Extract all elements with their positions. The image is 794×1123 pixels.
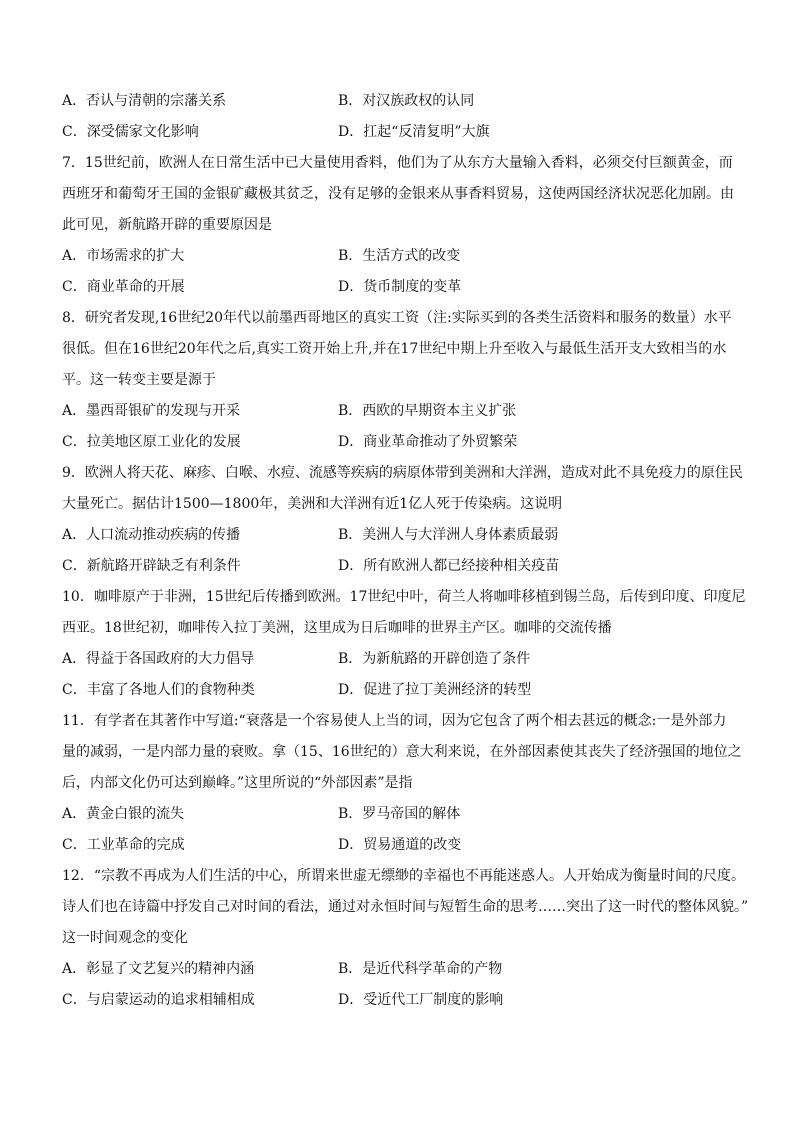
option-d: D．受近代工厂制度的影响: [338, 992, 504, 1008]
question-6-options: [62, 86, 732, 148]
option-a: A．否认与清朝的宗藩关系: [62, 93, 227, 109]
option-b: B．是近代科学革命的产物: [338, 961, 503, 977]
option-row: [62, 799, 732, 830]
option-a: A．人口流动推动疾病的传播: [62, 527, 241, 543]
option-row: [62, 272, 732, 303]
option-a: A．彰显了文艺复兴的精神内涵: [62, 961, 255, 977]
option-a: A．墨西哥银矿的发现与开采: [62, 403, 241, 419]
question-9: [62, 458, 743, 582]
option-b: B．为新航路的开辟创造了条件: [338, 651, 531, 667]
option-row: [62, 644, 732, 675]
option-c: C．深受儒家文化影响: [62, 124, 199, 140]
question-stem-line: 西亚。18世纪初，咖啡传入拉丁美洲，这里成为日后咖啡的世界主产区。咖啡的交流传播: [62, 620, 612, 636]
question-stem-line: 西班牙和葡萄牙王国的金银矿藏极其贫乏，没有足够的金银来从事香料贸易，这使两国经济状况恶化加剧。由: [62, 186, 734, 202]
option-a: A．得益于各国政府的大力倡导: [62, 651, 255, 667]
question-stem-line: 12．“宗教不再成为人们生活的中心，所谓来世虚无缥缈的幸福也不再能迷惑人。人开始成为衡量时间的尺度。: [62, 868, 745, 884]
option-d: D．扛起“反清复明”大旗: [338, 124, 490, 140]
option-b: B．西欧的早期资本主义扩张: [338, 403, 517, 419]
option-row: [62, 985, 732, 1016]
option-d: D．贸易通道的改变: [338, 837, 462, 853]
option-row: [62, 86, 732, 117]
option-c: C．与启蒙运动的追求相辅相成: [62, 992, 255, 1008]
option-b: B．美洲人与大洋洲人身体素质最弱: [338, 527, 559, 543]
question-stem-line: 后，内部文化仍可达到巅峰。”这里所说的“外部因素”是指: [62, 775, 413, 791]
option-d: D．促进了拉丁美洲经济的转型: [338, 682, 532, 698]
question-list: [62, 86, 749, 1016]
question-12: [62, 861, 749, 1016]
option-row: [62, 520, 732, 551]
question-11: [62, 706, 742, 861]
option-d: D．商业革命推动了外贸繁荣: [338, 434, 518, 450]
option-row: [62, 830, 732, 861]
question-stem-line: 平。这一转变主要是源于: [62, 372, 216, 388]
question-stem-line: 此可见，新航路开辟的重要原因是: [62, 217, 272, 233]
option-c: C．工业革命的完成: [62, 837, 185, 853]
option-c: C．丰富了各地人们的食物种类: [62, 682, 255, 698]
question-stem-line: 诗人们也在诗篇中抒发自己对时间的看法，通过对永恒时间与短暂生命的思考……突出了这一时代的整体风貌。”: [62, 899, 749, 915]
option-row: [62, 427, 732, 458]
option-b: B．罗马帝国的解体: [338, 806, 461, 822]
question-stem-line: 7．15世纪前，欧洲人在日常生活中已大量使用香料，他们为了从东方大量输入香料，必须交付巨额黄金，而: [62, 155, 733, 171]
question-stem-line: 10．咖啡原产于非洲，15世纪后传播到欧洲。17世纪中叶，荷兰人将咖啡移植到锡兰岛，后传到印度、印度尼: [62, 589, 746, 605]
option-c: C．拉美地区原工业化的发展: [62, 434, 241, 450]
option-a: A．黄金白银的流失: [62, 806, 185, 822]
question-stem-line: 很低。但在16世纪20年代之后,真实工资开始上升,并在17世纪中期上升至收入与最低生活开支大致相当的水: [62, 341, 727, 357]
option-row: [62, 551, 732, 582]
option-row: [62, 396, 732, 427]
question-stem-line: 大量死亡。据估计1500—1800年，美洲和大洋洲有近1亿人死于传染病。这说明: [62, 496, 563, 512]
question-8: [62, 303, 732, 458]
option-d: D．货币制度的变革: [338, 279, 462, 295]
question-stem-line: 8．研究者发现,16世纪20年代以前墨西哥地区的真实工资（注:实际买到的各类生活资料和服务的数量）水平: [62, 310, 732, 326]
option-row: [62, 117, 732, 148]
option-b: B．对汉族政权的认同: [338, 93, 475, 109]
option-a: A．市场需求的扩大: [62, 248, 185, 264]
question-7: [62, 148, 732, 303]
question-stem-line: 量的减弱，一是内部力量的衰败。拿（15、16世纪的）意大利来说，在外部因素使其丧失了经济强国的地位之: [62, 744, 742, 760]
option-d: D．所有欧洲人都已经接种相关疫苗: [338, 558, 560, 574]
option-c: C．新航路开辟缺乏有利条件: [62, 558, 241, 574]
option-c: C．商业革命的开展: [62, 279, 185, 295]
option-row: [62, 954, 732, 985]
question-stem-line: 这一时间观念的变化: [62, 930, 188, 946]
question-stem-line: 11．有学者在其著作中写道:“衰落是一个容易使人上当的词，因为它包含了两个相去甚远的概念:一是外部力: [62, 713, 727, 729]
question-10: [62, 582, 746, 706]
option-b: B．生活方式的改变: [338, 248, 461, 264]
question-stem-line: 9．欧洲人将天花、麻疹、白喉、水痘、流感等疾病的病原体带到美洲和大洋洲，造成对此不具免疫力的原住民: [62, 465, 743, 481]
option-row: [62, 241, 732, 272]
option-row: [62, 675, 732, 706]
